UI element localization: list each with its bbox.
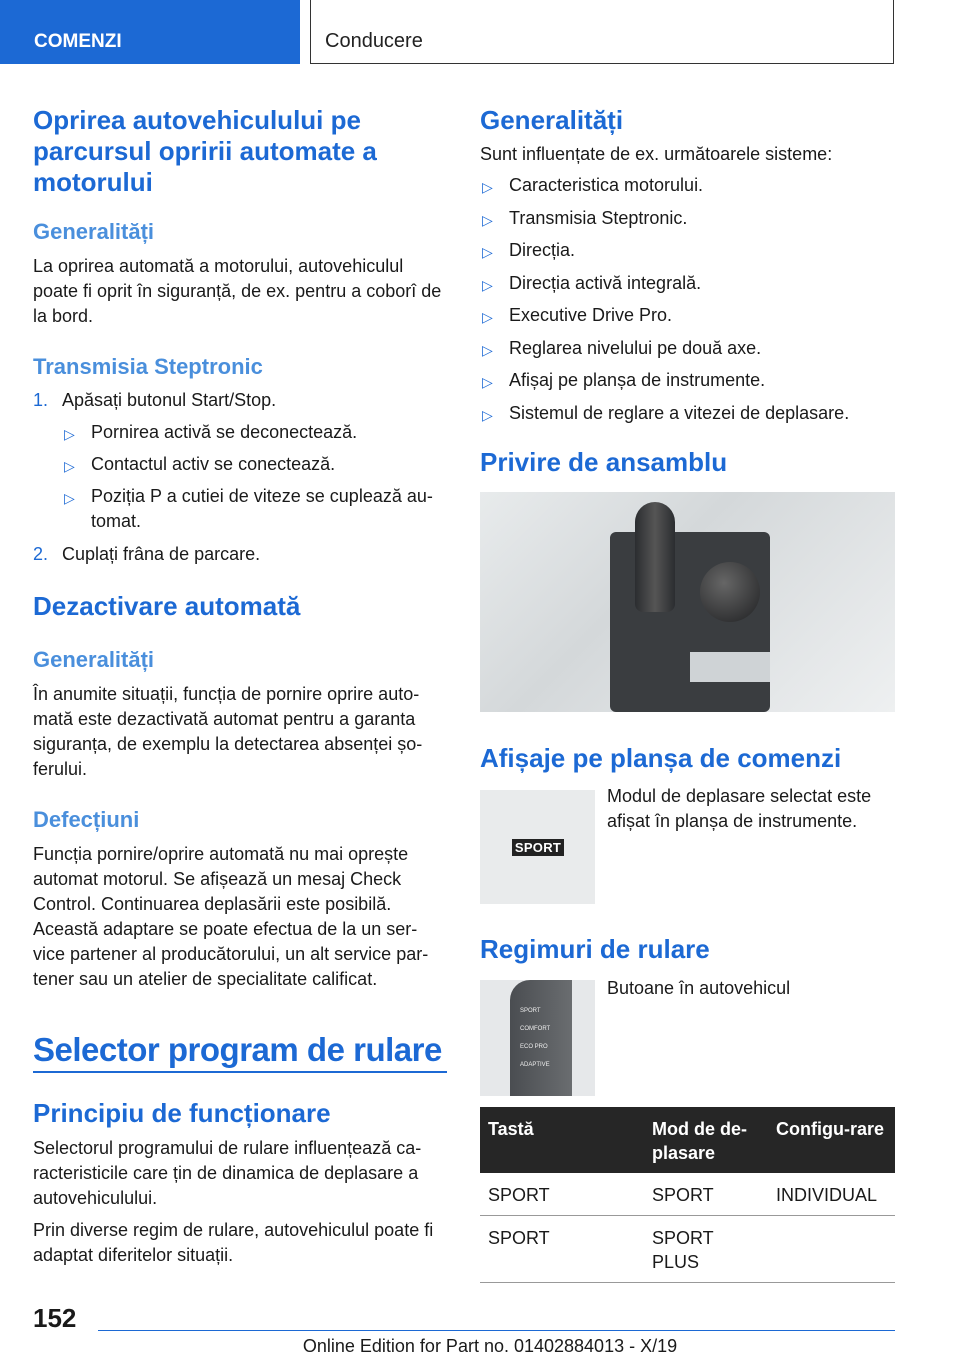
footer-rule — [98, 1330, 895, 1331]
heading-generalitati-right: Generalități — [480, 105, 624, 135]
triangle-bullet-icon: ▷ — [482, 374, 493, 390]
page-number: 152 — [33, 1303, 77, 1333]
button-label: SPORT — [520, 1008, 541, 1014]
heading-selector: Selector program de rulare — [33, 1031, 442, 1068]
step-number: 1. — [33, 390, 49, 410]
para-principiu-1: Selectorul programului de rulare influențează ca-racteristicile care țin de dinamica de deplasare a autovehiculului. — [33, 1138, 422, 1208]
heading-afisaje: Afișaje pe planșa de comenzi — [480, 743, 842, 773]
drive-mode-buttons — [690, 652, 770, 682]
button-strip — [510, 980, 572, 1096]
table-row — [480, 1173, 895, 1216]
heading-dezactivare: Dezactivare automată — [33, 591, 301, 621]
sport-display-image — [480, 790, 595, 904]
table-cell: INDIVIDUAL — [768, 1173, 895, 1216]
heading-underline — [33, 1071, 447, 1073]
list-item: Transmisia Steptronic. — [509, 207, 688, 228]
para-defectiuni: Funcția pornire/oprire automată nu mai oprește automat motorul. Se afișează un mesaj Check Control. Continuarea deplasării este posibilă. Această adaptare se poate efectua de la un ser-vice partener al producătorului, un alt service par-tener sau un atelier de specialitate calificat. — [33, 844, 429, 989]
gear-lever — [635, 502, 675, 612]
table-cell: SPORT — [480, 1173, 644, 1216]
heading-generalitati-2: Generalități — [33, 647, 155, 672]
table-cell: SPORT — [480, 1216, 644, 1283]
step-text: Apăsați butonul Start/Stop. — [62, 390, 277, 410]
table-cell: SPORT PLUS — [644, 1216, 768, 1283]
sub-item: Contactul activ se conectează. — [91, 454, 336, 474]
triangle-bullet-icon: ▷ — [482, 406, 493, 423]
triangle-bullet-icon: ▷ — [482, 309, 493, 325]
heading-defectiuni: Defecțiuni — [33, 807, 140, 832]
triangle-bullet-icon: ▷ — [482, 244, 493, 260]
sport-badge: SPORT — [512, 839, 564, 856]
controller-knob — [700, 562, 760, 622]
heading-oprirea: Oprirea autovehiculului pe parcursul opririi automate a motorului — [33, 105, 377, 197]
list-item: Direcția activă integrală. — [509, 272, 702, 293]
list-item: Reglarea nivelului pe două axe. — [509, 337, 762, 358]
list-item: Sistemul de reglare a vitezei de deplasare. — [509, 402, 850, 423]
heading-privire: Privire de ansamblu — [480, 447, 728, 477]
header-configurare: Configu-rare — [768, 1107, 895, 1173]
list-item: Afișaj pe planșa de instrumente. — [509, 370, 766, 390]
heading-generalitati-1: Generalități — [33, 219, 155, 244]
modes-table — [480, 1107, 895, 1283]
triangle-bullet-icon: ▷ — [64, 426, 75, 442]
button-label: ECO PRO — [520, 1044, 548, 1050]
step-number: 2. — [33, 544, 49, 564]
step-text: Cuplați frâna de parcare. — [62, 544, 261, 564]
para-principiu-2: Prin diverse regim de rulare, autovehiculul poate fi adaptat diferitelor situații. — [33, 1220, 434, 1265]
triangle-bullet-icon: ▷ — [64, 490, 75, 506]
console-panel — [610, 532, 770, 712]
triangle-bullet-icon: ▷ — [482, 341, 493, 358]
drive-buttons-photo — [480, 980, 595, 1096]
triangle-bullet-icon: ▷ — [482, 211, 493, 228]
header-mod: Mod de de-plasare — [644, 1107, 768, 1173]
section-tab — [0, 0, 300, 64]
table-cell: SPORT — [644, 1173, 768, 1216]
list-item: Executive Drive Pro. — [509, 305, 673, 325]
table-cell — [768, 1216, 895, 1283]
table-row — [480, 1216, 895, 1283]
triangle-bullet-icon: ▷ — [482, 179, 493, 195]
heading-principiu: Principiu de funcționare — [33, 1098, 331, 1128]
section-label: COMENZI — [34, 31, 122, 52]
para-generalitati-2: În anumite situații, funcția de pornire oprire auto-mată este dezactivată automat pentru a garanta siguranța, de exemplu la detectarea absenței șo-ferului. — [33, 684, 423, 779]
heading-transmisia: Transmisia Steptronic — [33, 354, 263, 379]
triangle-bullet-icon: ▷ — [64, 458, 75, 474]
footer-edition: Online Edition for Part no. 01402884013 - X/19 — [302, 1336, 678, 1356]
chapter-label: Conducere — [325, 30, 423, 52]
table-header-row — [480, 1107, 895, 1173]
para-generalitati-1: La oprirea automată a motorului, autovehiculul poate fi oprit în siguranță, de ex. pentru a coborî de la bord. — [33, 256, 442, 326]
para-afisaje: Modul de deplasare selectat este afișat în planșa de instrumente. — [607, 786, 872, 831]
gear-selector-photo — [480, 492, 895, 712]
sub-item: Pornirea activă se deconectează. — [91, 422, 358, 442]
triangle-bullet-icon: ▷ — [482, 276, 493, 293]
chapter-tab — [310, 0, 894, 64]
heading-regimuri: Regimuri de rulare — [480, 934, 710, 964]
sub-item: Poziția P a cutiei de viteze se cuplează au-tomat. — [91, 486, 433, 531]
header-tasta: Tastă — [480, 1107, 644, 1173]
list-item: Direcția. — [509, 240, 576, 260]
para-generalitati-right: Sunt influențate de ex. următoarele sisteme: — [480, 144, 833, 164]
list-item: Caracteristica motorului. — [509, 175, 704, 195]
para-regimuri: Butoane în autovehicul — [607, 978, 791, 998]
button-label: ADAPTIVE — [520, 1062, 550, 1068]
button-label: COMFORT — [520, 1026, 551, 1032]
